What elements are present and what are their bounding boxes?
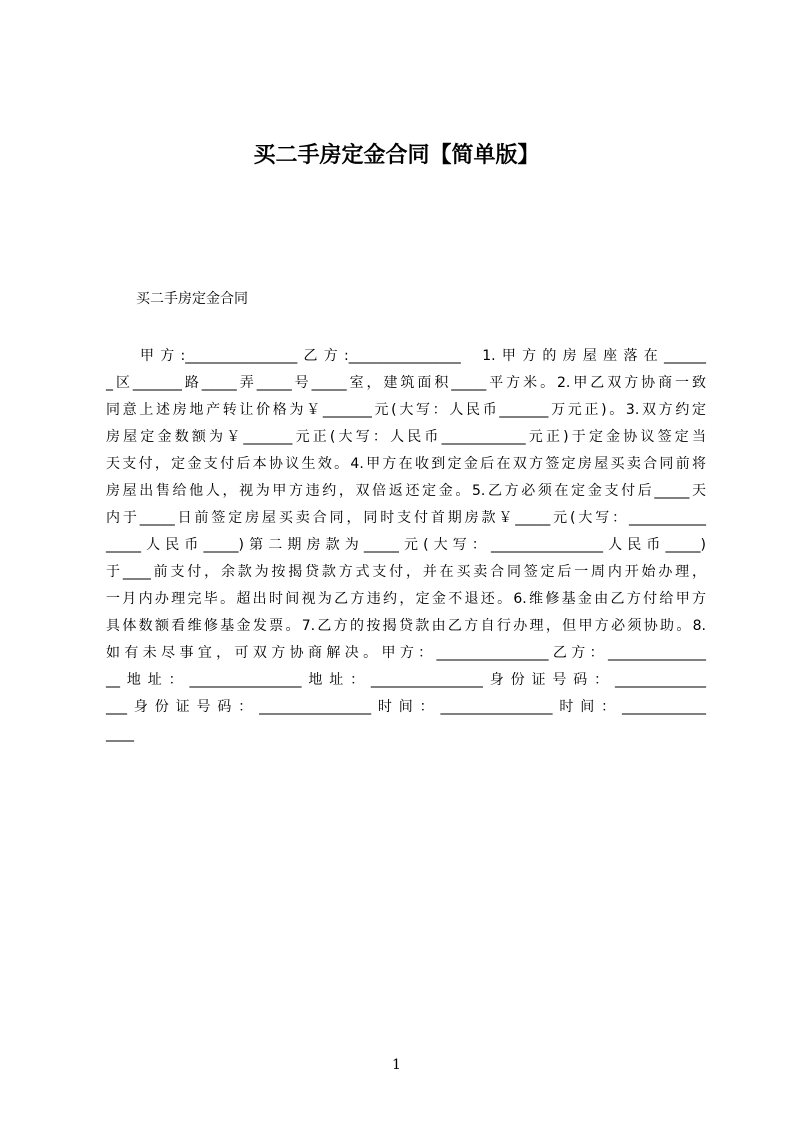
contract-line: 房屋出售给他人，视为甲方违约，双倍返还定金。5.乙方必须在定金支付后_____天 xyxy=(106,483,706,499)
contract-body xyxy=(106,343,706,748)
contract-line: 内于_____日前签定房屋买卖合同，同时支付首期房款￥_____元(大写：___________ xyxy=(106,510,706,526)
contract-line: 具体数额看维修基金发票。7.乙方的按揭贷款由乙方自行办理，但甲方必须协助。8. xyxy=(106,618,706,634)
contract-line: __地址：________________地址：________________身份证号码：_____________ xyxy=(106,672,706,688)
contract-line: ____ xyxy=(106,726,134,742)
page-number: 1 xyxy=(392,1057,401,1073)
contract-line: _区_______路_____弄_____号_____室，建筑面积_____平方米。2.甲乙双方协商一致 xyxy=(106,375,706,391)
contract-line: _____人民币_____)第二期房款为_____元(大写：________________人民币_____) xyxy=(106,537,706,553)
contract-line: 一月内办理完毕。超出时间视为乙方违约，定金不退还。6.维修基金由乙方付给甲方 xyxy=(106,591,706,607)
contract-line: 甲方:________________乙方:________________ 1.甲方的房屋座落在______ xyxy=(140,348,706,364)
document-subtitle: 买二手房定金合同 xyxy=(136,291,248,307)
contract-line: 如有未尽事宜，可双方协商解决。甲方：________________乙方：______________ xyxy=(106,645,706,661)
contract-line: 天支付，定金支付后本协议生效。4.甲方在收到定金后在双方签定房屋买卖合同前将 xyxy=(106,456,706,472)
contract-line: ___身份证号码：________________时间：________________时间：____________ xyxy=(106,699,706,715)
contract-line: 房屋定金数额为￥_______元正(大写：人民币____________元正)于定金协议签定当 xyxy=(106,429,706,445)
document-title: 买二手房定金合同【简单版】 xyxy=(253,143,540,168)
contract-line: 于____前支付，余款为按揭贷款方式支付，并在买卖合同签定后一周内开始办理， xyxy=(106,564,706,580)
contract-line: 同意上述房地产转让价格为￥_______元(大写：人民币_______万元正)。3.双方约定 xyxy=(106,402,706,418)
